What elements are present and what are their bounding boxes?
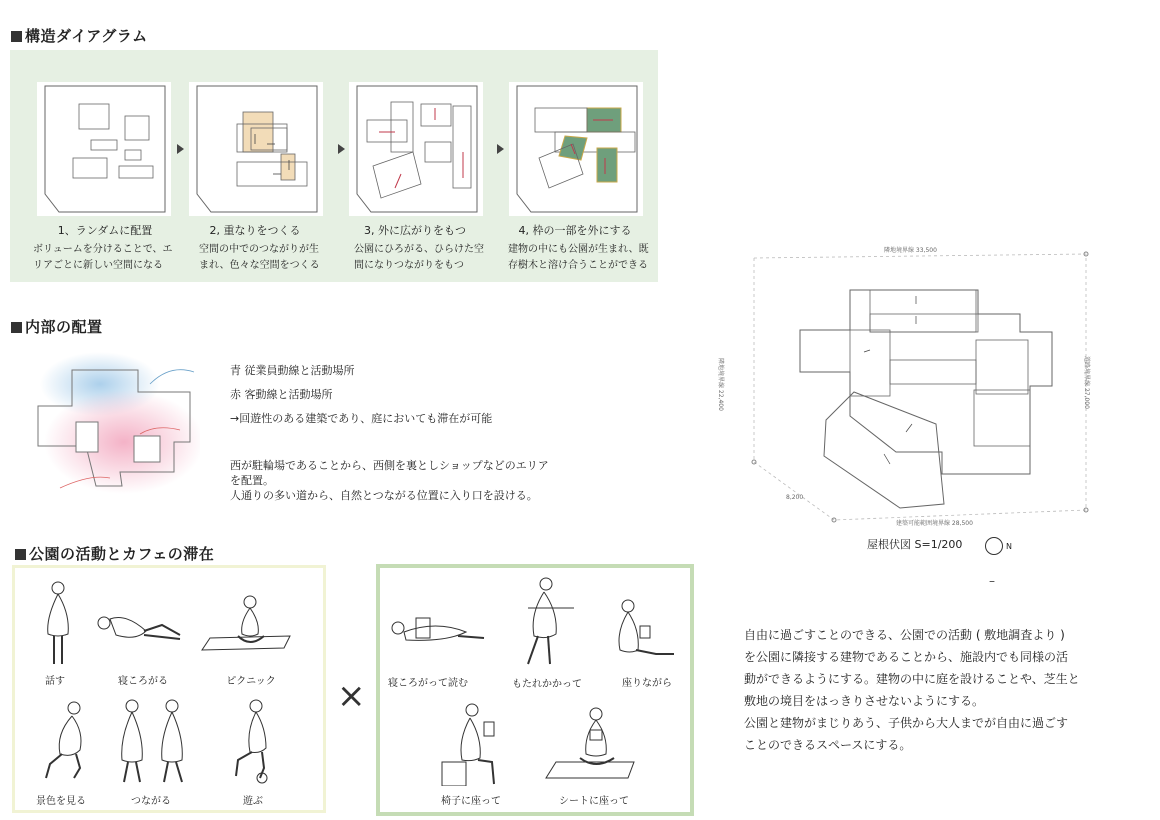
description-line6: ことのできるスペースにする。: [744, 738, 912, 752]
activity-label-lie-read: 寝ころがって読む: [388, 678, 468, 689]
structure-title-text: 構造ダイアグラム: [25, 27, 148, 45]
activity-label-talk: 話す: [45, 676, 65, 687]
times-symbol: ×: [337, 676, 366, 716]
step-2-desc: [199, 242, 349, 274]
step-2-desc-line2: まれ、色々な空間をつくる: [199, 260, 320, 271]
step-1-diagram: [37, 82, 171, 216]
activity-label-sitting: 座りながら: [622, 678, 672, 689]
step-1-desc: [33, 242, 183, 274]
park-title-text: 公園の活動とカフェの滞在: [29, 545, 215, 563]
picnic-figure: [200, 592, 300, 662]
description-line2: を公園に隣接する建物であることから、施設内でも同様の活: [744, 650, 1069, 664]
north-label: N: [1006, 542, 1012, 551]
step-arrow-1: [177, 144, 184, 154]
activity-label-sheet: シートに座って: [559, 796, 629, 807]
step-4-title: 4, 枠の一部を外にする: [518, 224, 632, 237]
step-3-drawing: [349, 82, 483, 216]
interior-zoning-diagram: [30, 350, 200, 500]
interior-para-line3: 人通りの多い道から、自然とつながる位置に入り口を設ける。: [230, 489, 538, 502]
north-arrow-icon: [985, 537, 1003, 555]
activity-label-lean: もたれかかって: [512, 679, 582, 690]
interior-paragraph: [230, 458, 549, 503]
structure-section-title: [11, 25, 148, 46]
square-bullet-icon: [11, 31, 22, 42]
lie-read-figure: [386, 610, 486, 650]
step-arrow-3: [497, 144, 504, 154]
activity-label-picnic: ピクニック: [226, 676, 276, 687]
step-3-desc-line1: 公園にひろがる、ひらけた空: [354, 244, 484, 255]
interior-note: →回遊性のある建築であり、庭においても滞在が可能: [230, 412, 493, 425]
connect-figure: [112, 698, 192, 784]
roof-top-dimension: 隣地境界線 33,500: [884, 247, 937, 254]
step-1-desc-line1: ボリュームを分けることで、エ: [33, 244, 173, 255]
lie-down-figure: [96, 605, 186, 655]
activity-label-lie: 寝ころがる: [118, 676, 168, 687]
step-2-desc-line1: 空間の中でのつながりが生: [199, 244, 319, 255]
roof-right-dimension: 道路境界線 27,000: [1083, 356, 1090, 409]
step-2-diagram: [189, 82, 323, 216]
activity-label-chair: 椅子に座って: [441, 796, 501, 807]
step-2-title: 2, 重なりをつくる: [209, 224, 301, 237]
activity-label-connect: つながる: [131, 796, 171, 807]
roof-diagonal-dimension: 8,200: [786, 494, 804, 501]
roof-left-dimension: 隣地境界線 22,400: [717, 358, 724, 411]
play-figure: [226, 698, 286, 784]
roof-plan-drawing: [730, 240, 1110, 530]
step-1-desc-line2: リアごとに新しい空間になる: [33, 260, 163, 271]
activity-label-view: 景色を見る: [36, 796, 86, 807]
sheet-figure: [544, 706, 644, 786]
description-paragraph: [744, 624, 1144, 756]
step-3-desc: [354, 242, 504, 274]
description-line3: 動ができるようにする。建物の中に庭を設けることや、芝生と: [744, 672, 1080, 686]
step-3-diagram: [349, 82, 483, 216]
step-3-title: 3, 外に広がりをもつ: [364, 224, 466, 237]
description-line1: 自由に過ごすことのできる、公園での活動 ( 敷地調査より ): [744, 628, 1065, 642]
description-line4: 敷地の境目をはっきりさせないようにする。: [744, 694, 985, 708]
step-4-desc-line1: 建物の中にも公園が生まれ、既: [508, 244, 649, 255]
interior-para-line2: を配置。: [230, 474, 274, 487]
step-3-desc-line2: 間になりつながりをもつ: [354, 260, 464, 271]
step-4-drawing: [509, 82, 643, 216]
square-bullet-icon: [15, 549, 26, 560]
step-2-drawing: [189, 82, 323, 216]
roof-plan-caption: 屋根伏図 S=1/200: [867, 538, 963, 551]
dash-mark: –: [989, 574, 995, 588]
square-bullet-icon: [11, 322, 22, 333]
step-4-desc-line2: 存樹木と溶け合うことができる: [508, 260, 648, 271]
interior-title-text: 内部の配置: [25, 318, 103, 336]
step-4-diagram: [509, 82, 643, 216]
view-figure: [36, 698, 96, 784]
lean-figure: [520, 574, 580, 670]
park-section-title: [15, 543, 214, 564]
step-1-title: 1、ランダムに配置: [57, 224, 153, 237]
legend-red: 赤 客動線と活動場所: [230, 388, 333, 401]
interior-section-title: [11, 316, 103, 337]
talk-figure: [36, 578, 80, 668]
legend-blue: 青 従業員動線と活動場所: [230, 364, 355, 377]
step-4-desc: [508, 242, 658, 274]
interior-para-line1: 西が駐輪場であることから、西側を裏としショップなどのエリア: [230, 459, 549, 472]
description-line5: 公園と建物がまじりあう、子供から大人までが自由に過ごす: [744, 716, 1069, 730]
activity-label-play: 遊ぶ: [243, 796, 263, 807]
sitting-figure: [606, 598, 676, 662]
step-1-drawing: [37, 82, 171, 216]
step-arrow-2: [338, 144, 345, 154]
chair-figure: [438, 700, 508, 786]
roof-bottom-dimension: 建築可能範囲境界線 28,500: [896, 520, 973, 527]
interior-zoning-drawing: [30, 350, 200, 500]
